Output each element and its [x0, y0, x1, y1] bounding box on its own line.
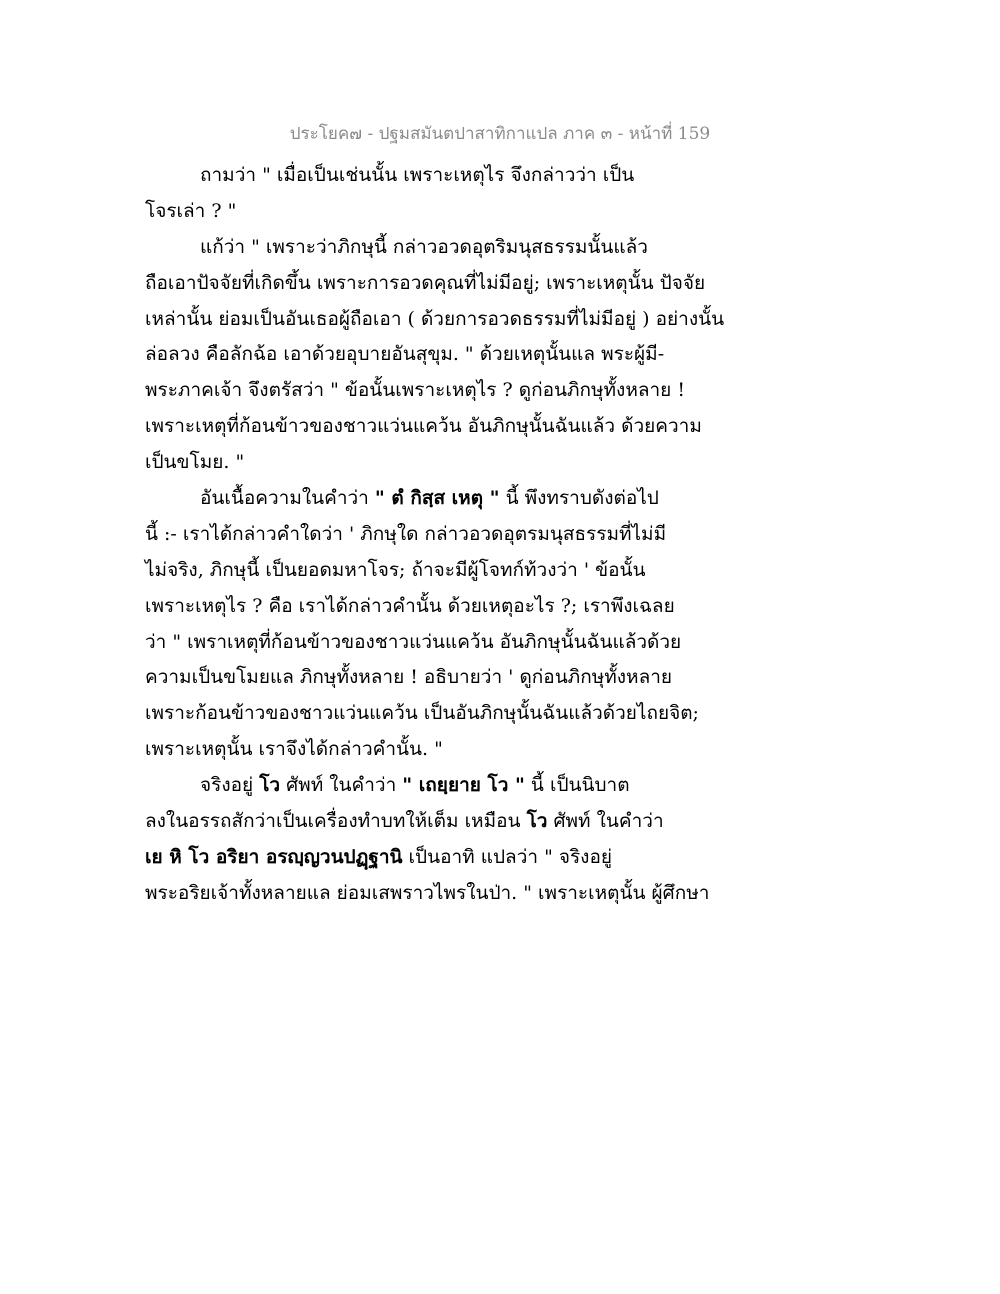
text-line	[145, 445, 765, 481]
text-segment: เพราะก้อนข้าวของชาวแว่นแคว้น เป็นอันภิกษุนั้นฉันแล้วด้วยไถยจิต;	[145, 702, 699, 725]
text-line	[145, 373, 765, 409]
text-segment: อันเนื้อความในคำว่า	[200, 487, 375, 510]
text-line	[145, 409, 765, 445]
text-segment: นี้ เป็นนิบาต	[524, 774, 630, 797]
text-segment: พระภาคเจ้า จึงตรัสว่า " ข้อนั้นเพราะเหตุไร ? ดูก่อนภิกษุทั้งหลาย !	[145, 379, 685, 402]
text-segment: ลงในอรรถสักว่าเป็นเครื่องทำบทให้เต็ม เหมือน	[145, 810, 527, 833]
text-line	[145, 194, 765, 230]
text-segment: ล่อลวง คือลักฉ้อ เอาด้วยอุบายอันสุขุม. " ด้วยเหตุนั้นแล พระผู้มี-	[145, 343, 665, 366]
text-line	[145, 337, 765, 373]
text-segment: จริงอยู่	[200, 774, 260, 797]
text-line	[145, 840, 765, 876]
text-segment: นี้ :- เราได้กล่าวคำใดว่า ' ภิกษุใด กล่าวอวดอุตรมนุสธรรมที่ไม่มี	[145, 522, 667, 545]
bold-segment: โว	[259, 774, 281, 797]
bold-segment: เย หิ โว อริยา อรญฺญวนปฏฺฐานิ	[145, 845, 403, 868]
text-segment: แก้ว่า " เพราะว่าภิกษุนี้ กล่าวอวดอุตริมนุสธรรมนั้นแล้ว	[200, 235, 648, 258]
text-line	[145, 768, 765, 804]
text-segment: ศัพท์ ในคำว่า	[547, 810, 664, 833]
text-line	[145, 660, 765, 696]
bold-segment: " เถยฺยาย โว "	[402, 774, 525, 797]
text-segment: เป็นขโมย. "	[145, 451, 245, 474]
text-line	[145, 589, 765, 625]
text-segment: ศัพท์ ในคำว่า	[280, 774, 403, 797]
text-segment: ถามว่า " เมื่อเป็นเช่นนั้น เพราะเหตุไร จึงกล่าวว่า เป็น	[200, 164, 635, 186]
text-segment: ไม่จริง, ภิกษุนี้ เป็นยอดมหาโจร; ถ้าจะมีผู้โจทก์ท้วงว่า ' ข้อนั้น	[145, 558, 646, 581]
text-segment: ว่า " เพราเหตุที่ก้อนข้าวของชาวแว่นแคว้น อันภิกษุนั้นฉันแล้วด้วย	[145, 630, 682, 653]
text-line	[145, 732, 765, 768]
text-segment: พระอริยเจ้าทั้งหลายแล ย่อมเสพราวไพรในป่า. " เพราะเหตุนั้น ผู้ศึกษา	[145, 881, 710, 904]
text-line	[145, 266, 765, 302]
text-line	[145, 876, 765, 912]
text-line	[145, 625, 765, 661]
text-line	[145, 481, 765, 517]
text-segment: เหล่านั้น ย่อมเป็นอันเธอผู้ถือเอา ( ด้วยการอวดธรรมที่ไม่มีอยู่ ) อย่างนั้น	[145, 307, 725, 330]
text-line	[145, 517, 765, 553]
text-segment: ความเป็นขโมยแล ภิกษุทั้งหลาย ! อธิบายว่า ' ดูก่อนภิกษุทั้งหลาย	[145, 666, 673, 689]
text-line	[145, 553, 765, 589]
bold-segment: " ตํ กิสฺส เหตุ "	[374, 487, 500, 510]
body-text	[145, 158, 765, 912]
text-segment: ถือเอาปัจจัยที่เกิดขึ้น เพราะการอวดคุณที่ไม่มีอยู่; เพราะเหตุนั้น ปัจจัย	[145, 271, 706, 294]
text-line	[145, 804, 765, 840]
text-line	[145, 158, 765, 194]
text-segment: นี้ พึงทราบดังต่อไป	[499, 487, 659, 510]
text-segment: เพราะเหตุที่ก้อนข้าวของชาวแว่นแคว้น อันภิกษุนั้นฉันแล้ว ด้วยความ	[145, 415, 702, 438]
text-segment: โจรเล่า ? "	[145, 199, 237, 222]
bold-segment: โว	[526, 810, 548, 833]
text-segment: เป็นอาทิ แปลว่า " จริงอยู่	[402, 845, 613, 868]
page-header: ประโยค๗ - ปฐมสมันตปาสาทิกาแปล ภาค ๓ - หน้าที่ 159	[289, 124, 711, 144]
text-line	[145, 696, 765, 732]
text-segment: เพราะเหตุนั้น เราจึงได้กล่าวคำนั้น. "	[145, 738, 443, 761]
text-line	[145, 302, 765, 338]
text-segment: เพราะเหตุไร ? คือ เราได้กล่าวคำนั้น ด้วยเหตุอะไร ?; เราพึงเฉลย	[145, 594, 675, 617]
text-line	[145, 230, 765, 266]
